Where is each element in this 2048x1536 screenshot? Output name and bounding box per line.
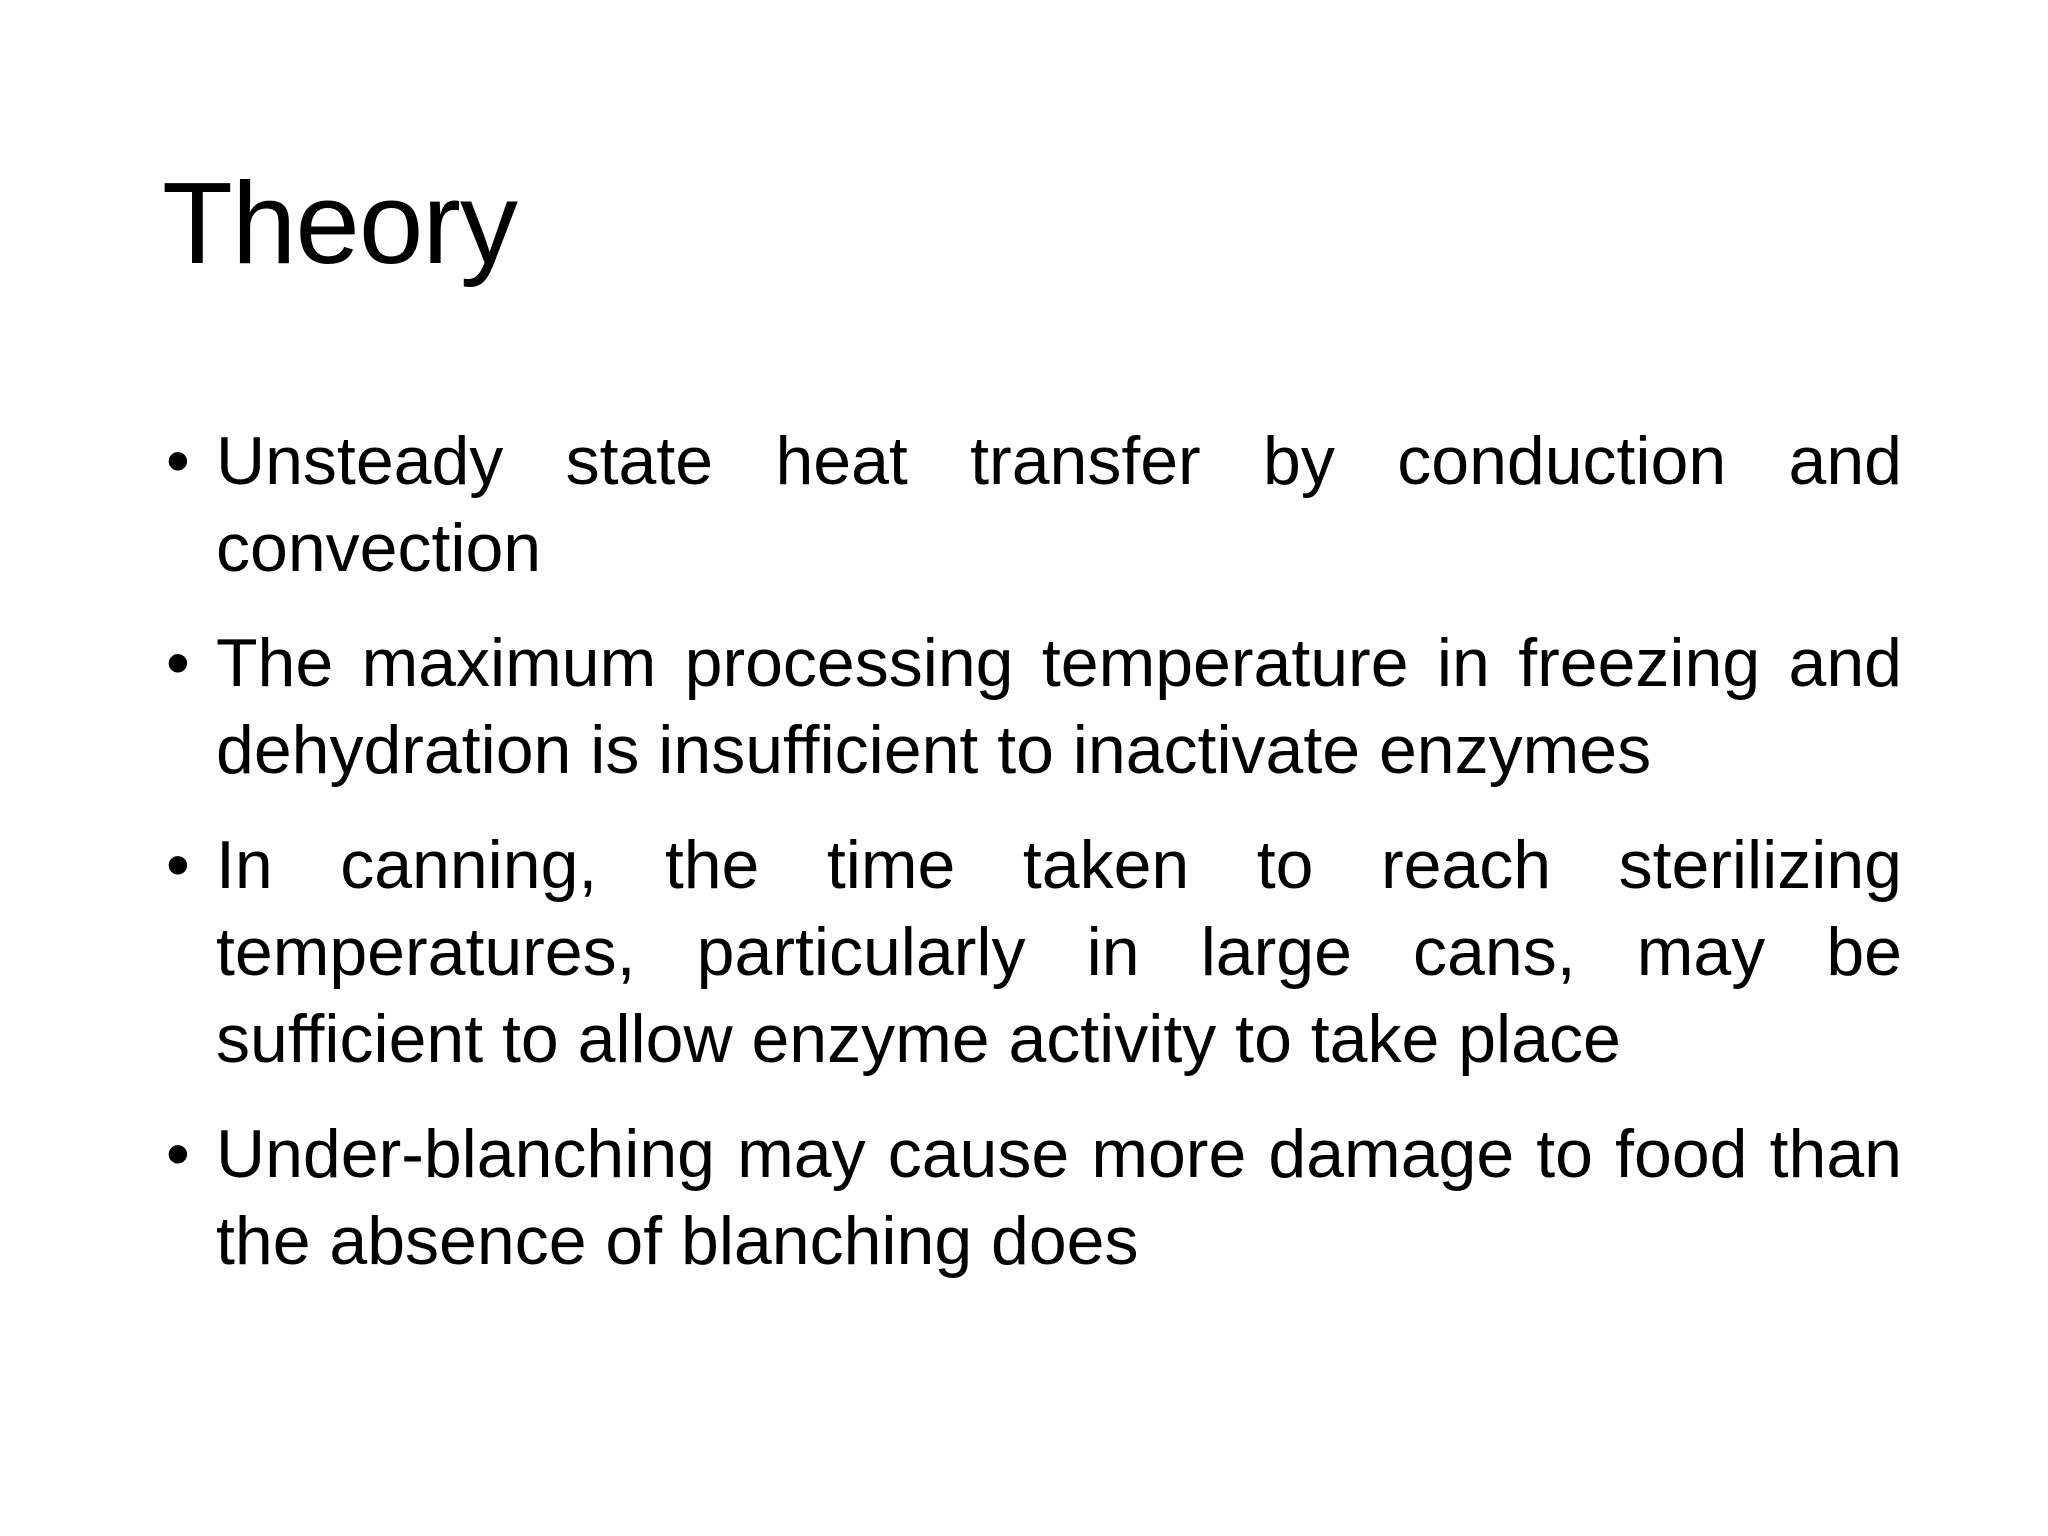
bullet-text: Under-blanching may cause more damage to food than the absence of blanching does xyxy=(216,1116,1902,1279)
bullet-text: In canning, the time taken to reach sterilizing temperatures, particularly in large cans, may be sufficient to allow enzyme activity to take place xyxy=(216,827,1902,1077)
bullet-dot-icon: • xyxy=(166,1116,190,1192)
slide-title: Theory xyxy=(162,158,518,288)
bullet-text: Unsteady state heat transfer by conduction and convection xyxy=(216,423,1902,586)
bullet-item xyxy=(162,418,1902,592)
bullet-dot-icon: • xyxy=(166,625,190,701)
bullet-text: The maximum processing temperature in freezing and dehydration is insufficient to inactivate enzymes xyxy=(216,625,1902,788)
bullet-item xyxy=(162,1111,1902,1285)
bullet-dot-icon: • xyxy=(166,827,190,903)
bullet-dot-icon: • xyxy=(166,423,190,499)
bullet-item xyxy=(162,822,1902,1083)
bullet-list xyxy=(162,418,1902,1313)
bullet-item xyxy=(162,620,1902,794)
